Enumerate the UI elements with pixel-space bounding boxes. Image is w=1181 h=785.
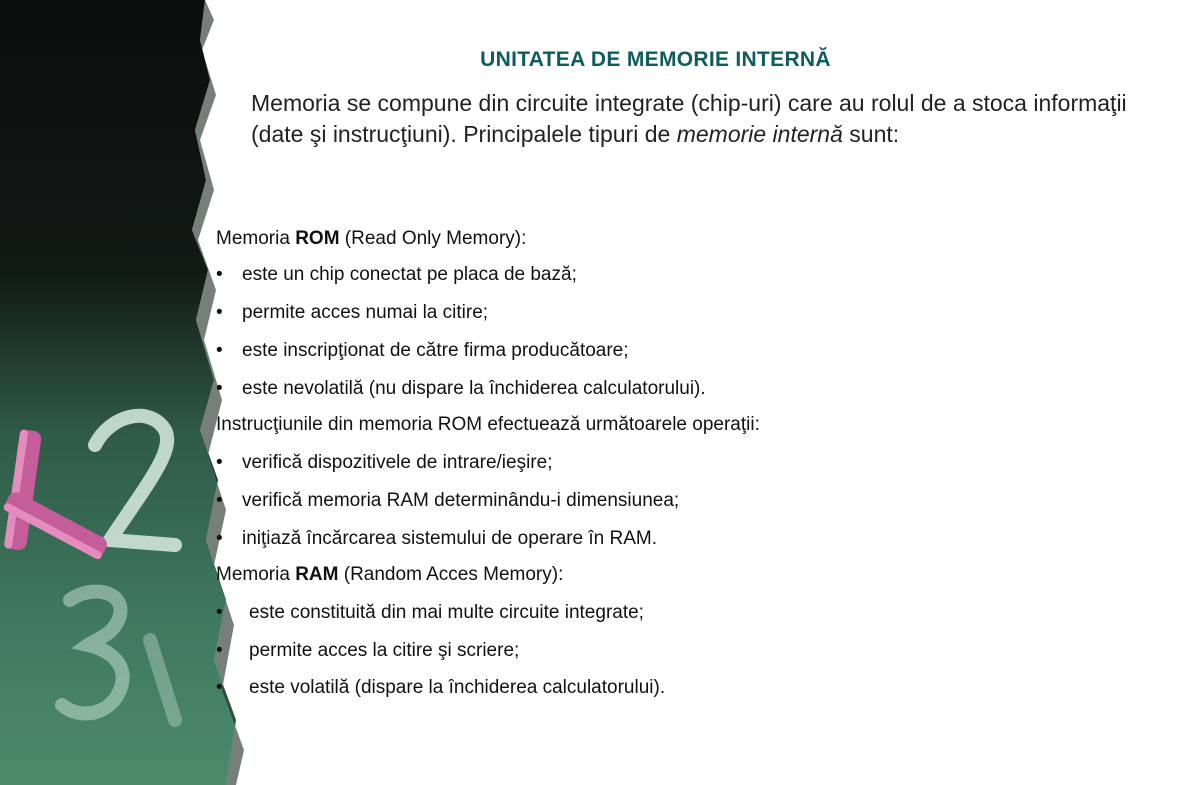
list-item: • verifică dispozitivele de intrare/ieşire; [216,452,553,473]
list-item: • permite acces numai la citire; [216,302,489,323]
list-item: • este un chip conectat pe placa de bază; [216,264,577,285]
list-item: • este volatilă (dispare la închiderea calculatorului). [216,677,666,698]
rom-label: ROM [295,228,340,249]
list-item: • permite acces la citire şi scriere; [216,640,520,661]
list-item: • verifică memoria RAM determinându-i dimensiunea; [216,490,680,511]
list-item: • este constituită din mai multe circuite integrate; [216,602,644,623]
rom-heading: Memoria ROM (Read Only Memory): [216,228,527,249]
ram-heading: Memoria RAM (Random Acces Memory): [216,564,564,585]
ram-label: RAM [295,564,339,585]
rom-instructions-heading: Instrucţiunile din memoria ROM efectuează următoarele operaţii: [216,414,760,435]
list-item: • este nevolatilă (nu dispare la închiderea calculatorului). [216,378,706,399]
intro-text-start: Memoria se compune din circuite integrate (chip-uri) care au rolul de a stoca informaţii (date şi instrucţiuni). Principalele tipuri de [251,90,1127,147]
list-item: • este inscripţionat de către firma producătoare; [216,340,629,361]
intro-paragraph [251,88,1171,150]
slide-title: UNITATEA DE MEMORIE INTERNĂ [480,48,831,71]
list-item: • iniţiază încărcarea sistemului de operare în RAM. [216,528,658,549]
intro-italic-term: memorie internă [676,121,843,147]
intro-text-end: sunt: [842,121,900,147]
